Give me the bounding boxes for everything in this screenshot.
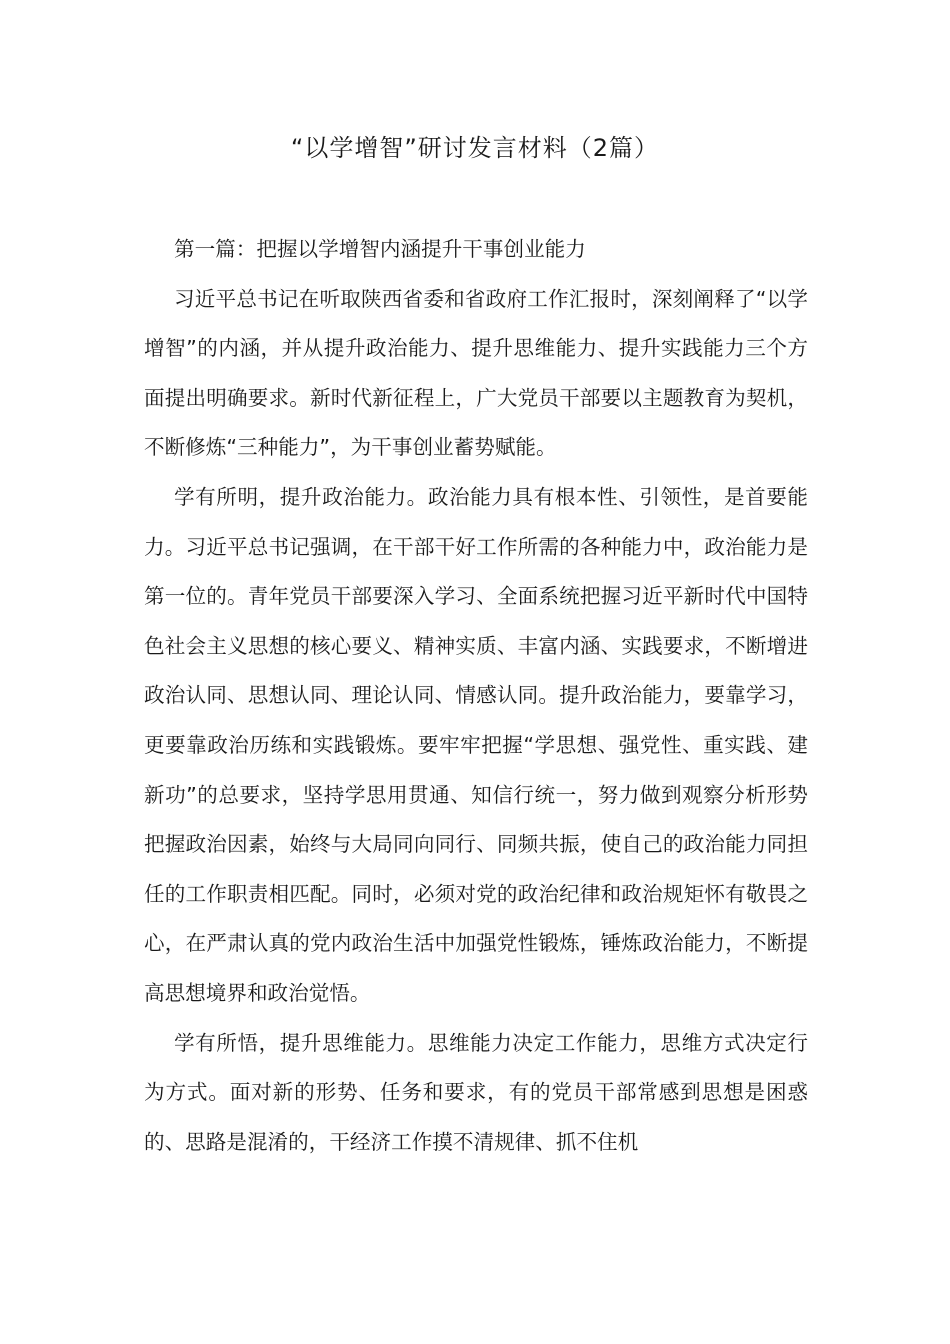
paragraph-political-ability: 学有所明，提升政治能力。政治能力具有根本性、引领性，是首要能力。习近平总书记强调，在干部干好工作所需的各种能力中，政治能力是第一位的。青年党员干部要深入学习、全面系统把握习近平新时代中国特色社会主义思想的核心要义、精神实质、丰富内涵、实践要求，不断增进政治认同、思想认同、理论认同、情感认同。提升政治能力，要靠学习，更要靠政治历练和实践锻炼。要牢牢把握“学思想、强党性、重实践、建新功”的总要求，坚持学思用贯通、知信行统一，努力做到观察分析形势把握政治因素，始终与大局同向同行、同频共振，使自己的政治能力同担任的工作职责相匹配。同时，必须对党的政治纪律和政治规矩怀有敬畏之心，在严肃认真的党内政治生活中加强党性锻炼，锤炼政治能力，不断提高思想境界和政治觉悟。	[144, 484, 808, 1005]
document-body	[144, 225, 808, 1167]
paragraph-intro: 习近平总书记在听取陕西省委和省政府工作汇报时，深刻阐释了“以学增智”的内涵，并从提升政治能力、提升思维能力、提升实践能力三个方面提出明确要求。新时代新征程上，广大党员干部要以主题教育为契机，不断修炼“三种能力”，为干事创业蓄势赋能。	[144, 286, 808, 460]
paragraph-thinking-ability: 学有所悟，提升思维能力。思维能力决定工作能力，思维方式决定行为方式。面对新的形势、任务和要求，有的党员干部常感到思想是困惑的、思路是混淆的，干经济工作摸不清规律、抓不住机	[144, 1030, 808, 1154]
document-title: “以学增智”研讨发言材料（2篇）	[290, 134, 660, 162]
section-heading: 第一篇：把握以学增智内涵提升干事创业能力	[174, 237, 586, 261]
